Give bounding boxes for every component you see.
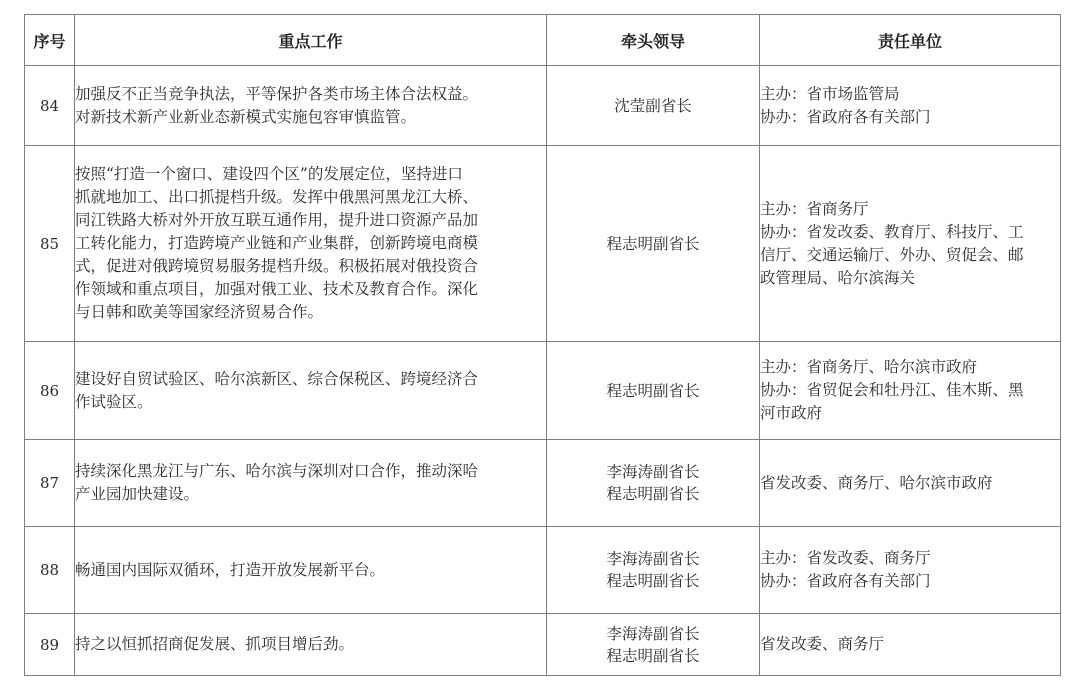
work-line: 持续深化黑龙江与广东、哈尔滨与深圳对口合作，推动深哈 <box>75 462 479 480</box>
row-index: 88 <box>25 527 75 614</box>
unit-line: 主办：省市场监管局 <box>760 84 900 103</box>
unit-cell <box>760 66 1061 146</box>
lead-cell <box>547 146 760 342</box>
lead-cell <box>547 440 760 527</box>
unit-line: 协办：省发改委、教育厅、科技厅、工 <box>760 222 1024 241</box>
work-line: 与日韩和欧美等国家经济贸易合作。 <box>75 303 324 321</box>
table-header-row <box>25 15 1061 66</box>
lead-line: 程志明副省长 <box>606 234 700 253</box>
work-line: 产业园加快建设。 <box>75 485 200 503</box>
unit-cell <box>760 342 1061 440</box>
key-work-table <box>24 14 1061 676</box>
table-row <box>25 440 1061 527</box>
work-line: 加强反不正当竞争执法，平等保护各类市场主体合法权益。 <box>75 84 479 103</box>
work-line: 式，促进对俄跨境贸易服务提档升级。积极拓展对俄投资合 <box>75 257 479 275</box>
header-unit: 责任单位 <box>760 15 1061 66</box>
lead-line: 李海涛副省长 <box>606 624 700 643</box>
work-line: 抓就地加工、出口抓提档升级。发挥中俄黑河黑龙江大桥、 <box>75 188 479 206</box>
work-cell <box>75 66 547 146</box>
work-line: 同江铁路大桥对外开放互联互通作用，提升进口资源产品加 <box>75 211 479 229</box>
work-line: 建设好自贸试验区、哈尔滨新区、综合保税区、跨境经济合 <box>75 369 479 388</box>
lead-line: 李海涛副省长 <box>606 463 700 481</box>
work-line: 对新技术新产业新业态新模式实施包容审慎监管。 <box>75 107 417 126</box>
work-line: 作试验区。 <box>75 392 153 411</box>
header-work: 重点工作 <box>75 15 547 66</box>
work-line: 作领域和重点项目，加强对俄工业、技术及教育合作。深化 <box>75 280 479 298</box>
unit-line: 主办：省发改委、商务厅 <box>760 549 931 567</box>
row-index: 87 <box>25 440 75 527</box>
lead-line: 程志明副省长 <box>606 646 700 665</box>
table-row <box>25 146 1061 342</box>
lead-cell <box>547 66 760 146</box>
work-line: 持之以恒抓招商促发展、抓项目增后劲。 <box>75 635 355 653</box>
lead-cell <box>547 614 760 676</box>
work-line: 工转化能力，打造跨境产业链和产业集群，创新跨境电商模 <box>75 234 479 252</box>
lead-cell <box>547 527 760 614</box>
lead-line: 李海涛副省长 <box>606 550 700 568</box>
unit-line: 政管理局、哈尔滨海关 <box>760 268 916 287</box>
lead-cell <box>547 342 760 440</box>
work-cell <box>75 146 547 342</box>
unit-line: 主办：省商务厅、哈尔滨市政府 <box>760 358 978 376</box>
header-index: 序号 <box>25 15 75 66</box>
lead-line: 程志明副省长 <box>606 572 700 590</box>
row-index: 85 <box>25 146 75 342</box>
row-index: 89 <box>25 614 75 676</box>
unit-line: 省发改委、商务厅 <box>760 635 885 653</box>
row-index: 86 <box>25 342 75 440</box>
lead-line: 程志明副省长 <box>606 485 700 503</box>
table-row <box>25 614 1061 676</box>
work-cell <box>75 440 547 527</box>
unit-line: 主办：省商务厅 <box>760 199 869 218</box>
row-index: 84 <box>25 66 75 146</box>
work-line: 按照“打造一个窗口、建设四个区”的发展定位，坚持进口 <box>75 165 463 183</box>
lead-line: 程志明副省长 <box>606 381 700 400</box>
unit-cell <box>760 614 1061 676</box>
unit-line: 省发改委、商务厅、哈尔滨市政府 <box>760 473 993 492</box>
work-cell <box>75 342 547 440</box>
unit-line: 信厅、交通运输厅、外办、贸促会、邮 <box>760 245 1024 264</box>
unit-line: 协办：省贸促会和牡丹江、佳木斯、黑 <box>760 381 1024 399</box>
table-row <box>25 527 1061 614</box>
table-row <box>25 66 1061 146</box>
unit-line: 协办：省政府各有关部门 <box>760 107 931 126</box>
header-lead: 牵头领导 <box>547 15 760 66</box>
unit-cell <box>760 440 1061 527</box>
unit-line: 河市政府 <box>760 404 823 422</box>
table-row <box>25 342 1061 440</box>
lead-line: 沈莹副省长 <box>614 96 692 115</box>
work-cell <box>75 614 547 676</box>
unit-cell <box>760 527 1061 614</box>
unit-cell <box>760 146 1061 342</box>
work-line: 畅通国内国际双循环，打造开放发展新平台。 <box>75 560 386 579</box>
work-cell <box>75 527 547 614</box>
unit-line: 协办：省政府各有关部门 <box>760 572 931 590</box>
